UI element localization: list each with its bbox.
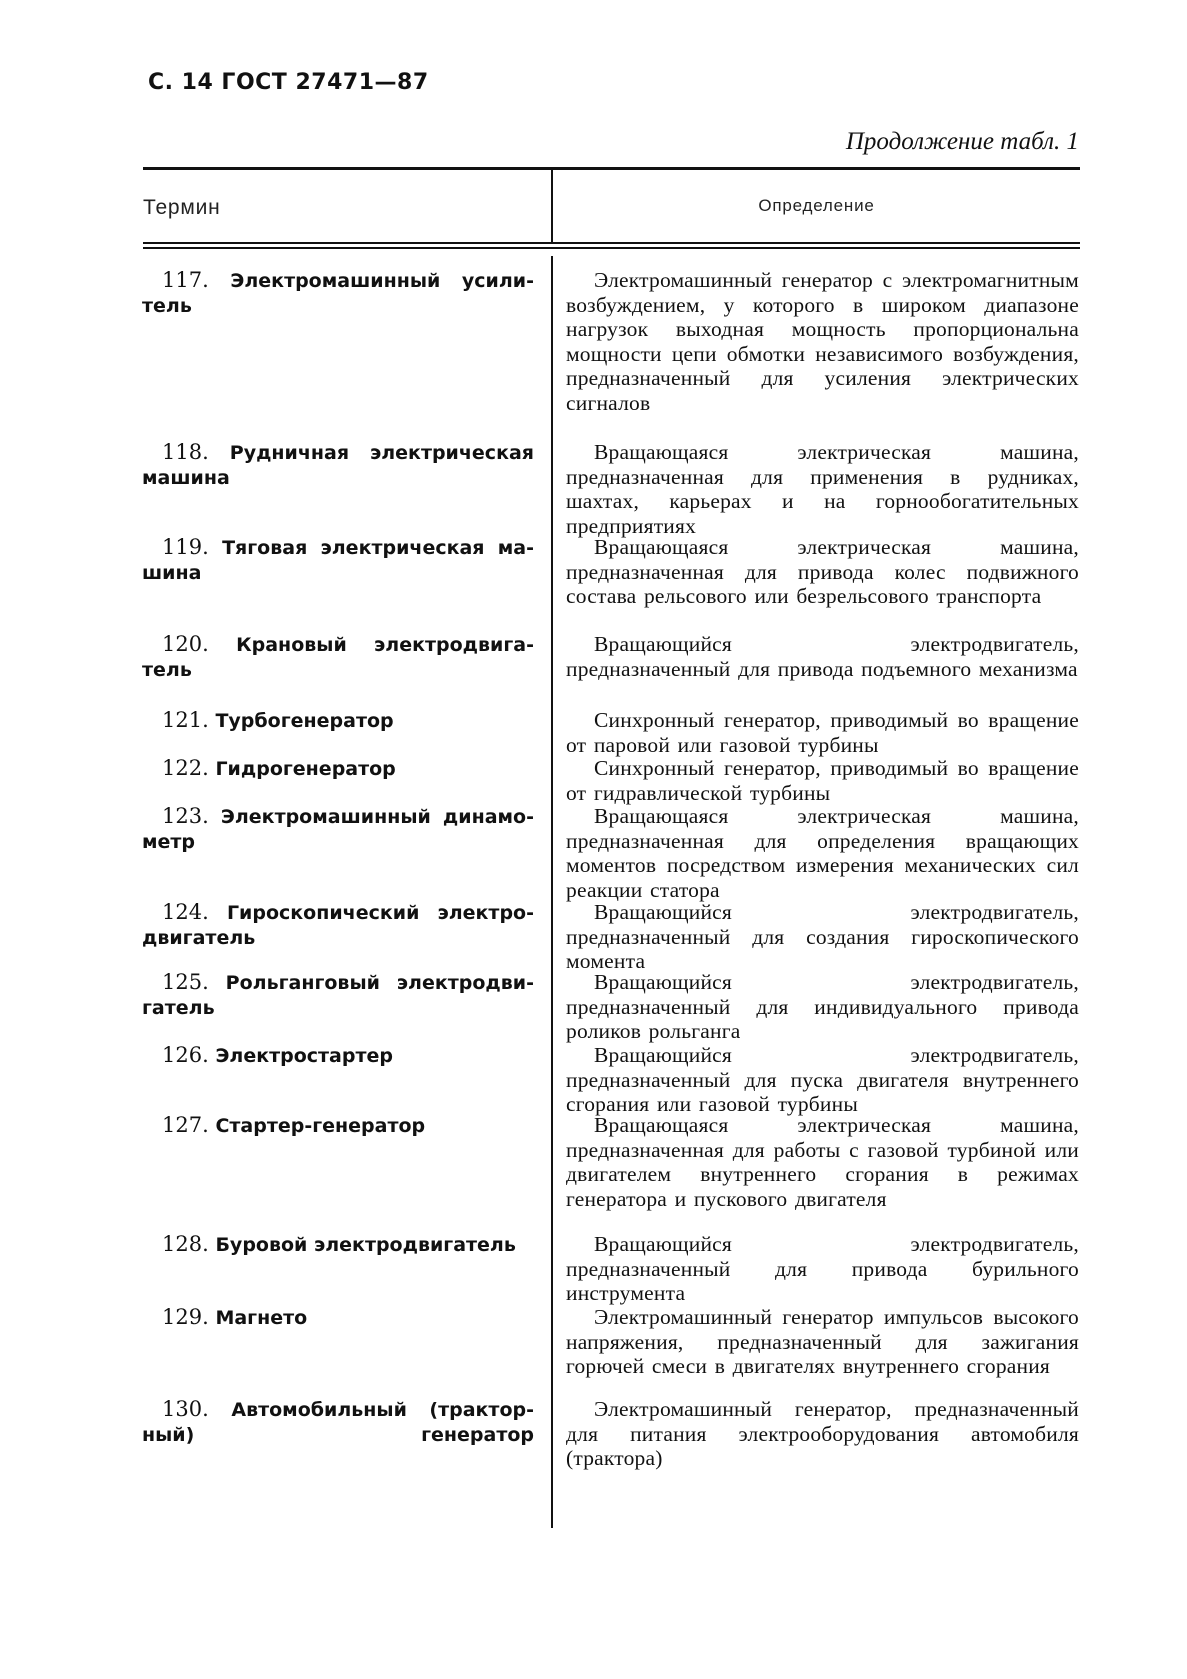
term-cell bbox=[142, 535, 534, 585]
definition-cell: Вращающаяся электрическая машина, предназначенная для определения вращающих моментов посредством измерения механических сил реакции статора bbox=[566, 804, 1079, 902]
term-name: Электромашинный динамо- метр bbox=[142, 806, 534, 853]
term-name: Автомобильный (трактор- ный) генератор bbox=[142, 1399, 534, 1446]
definition-cell: Вращающаяся электрическая машина, предназначенная для привода колес подвижного состава рельсового или безрельсового транспорта bbox=[566, 535, 1079, 609]
term-cell bbox=[142, 708, 534, 733]
term-number: 125. bbox=[162, 970, 209, 994]
term-cell bbox=[142, 440, 534, 490]
term-cell bbox=[142, 756, 534, 781]
table-top-rule bbox=[143, 167, 1080, 170]
term-number: 127. bbox=[162, 1113, 209, 1137]
definition-cell: Вращающийся электродвигатель, предназначенный для создания гироскопического момента bbox=[566, 900, 1079, 974]
term-number: 124. bbox=[162, 900, 209, 924]
term-number: 118. bbox=[162, 440, 209, 464]
term-name: Электростартер bbox=[215, 1045, 393, 1067]
term-name: Рудничная электрическая машина bbox=[142, 442, 534, 489]
definition-cell: Синхронный генератор, приводимый во вращение от гидравлической турбины bbox=[566, 756, 1079, 805]
term-number: 122. bbox=[162, 756, 209, 780]
definition-cell: Вращающаяся электрическая машина, предназначенная для работы с газовой турбиной или двигателем внутреннего сгорания в режимах генератора и пускового двигателя bbox=[566, 1113, 1079, 1211]
term-name: Крановый электродвига- тель bbox=[142, 634, 534, 681]
term-name: Рольганговый электродви- гатель bbox=[142, 972, 534, 1019]
body-column-divider bbox=[551, 256, 553, 1528]
term-cell bbox=[142, 1232, 534, 1257]
definition-cell: Электромашинный генератор с электромагнитным возбуждением, у которого в широком диапазоне нагрузок выходная мощность пропорциональна мощности цепи обмотки независимого возбуждения, предназначенный для усиления электрических сигналов bbox=[566, 268, 1079, 415]
term-number: 126. bbox=[162, 1043, 209, 1067]
term-cell bbox=[142, 970, 534, 1020]
definition-cell: Вращающаяся электрическая машина, предназначенная для применения в рудниках, шахтах, карьерах и на горнообогатительных предприятиях bbox=[566, 440, 1079, 538]
term-cell bbox=[142, 804, 534, 854]
header-bottom-rule-double bbox=[143, 247, 1080, 249]
term-cell bbox=[142, 268, 534, 318]
column-header-definition: Определение bbox=[758, 196, 875, 215]
term-name: Стартер-генератор bbox=[215, 1115, 426, 1137]
term-cell bbox=[142, 1397, 534, 1447]
term-number: 123. bbox=[162, 804, 209, 828]
definition-cell: Вращающийся электродвигатель, предназначенный для привода бурильного инструмента bbox=[566, 1232, 1079, 1306]
term-cell bbox=[142, 900, 534, 950]
definition-cell: Вращающийся электродвигатель, предназначенный для пуска двигателя внутреннего сгорания или газовой турбины bbox=[566, 1043, 1079, 1117]
term-name: Гироскопический электро- двигатель bbox=[142, 902, 534, 949]
term-number: 120. bbox=[162, 632, 209, 656]
term-cell bbox=[142, 1305, 534, 1330]
term-name: Турбогенератор bbox=[215, 710, 394, 732]
table-caption: Продолжение табл. 1 bbox=[845, 128, 1079, 155]
definition-cell: Электромашинный генератор, предназначенный для питания электрооборудования автомобиля (трактора) bbox=[566, 1397, 1079, 1471]
term-name: Гидрогенератор bbox=[215, 758, 396, 780]
column-header-term: Термин bbox=[143, 196, 221, 219]
page-reference: С. 14 ГОСТ 27471—87 bbox=[148, 70, 429, 95]
term-name: Магнето bbox=[215, 1307, 308, 1329]
term-cell bbox=[142, 632, 534, 682]
term-number: 129. bbox=[162, 1305, 209, 1329]
term-number: 119. bbox=[162, 535, 209, 559]
term-cell bbox=[142, 1043, 534, 1068]
term-number: 130. bbox=[162, 1397, 209, 1421]
term-number: 128. bbox=[162, 1232, 209, 1256]
term-cell bbox=[142, 1113, 534, 1138]
term-name: Буровой электродвигатель bbox=[215, 1234, 516, 1256]
definition-cell: Вращающийся электродвигатель, предназначенный для привода подъемного механизма bbox=[566, 632, 1079, 681]
definition-cell: Синхронный генератор, приводимый во вращение от паровой или газовой турбины bbox=[566, 708, 1079, 757]
term-name: Электромашинный усили- тель bbox=[142, 270, 534, 317]
header-bottom-rule bbox=[143, 242, 1080, 244]
definition-cell: Вращающийся электродвигатель, предназначенный для индивидуального привода роликов рольганга bbox=[566, 970, 1079, 1044]
term-name: Тяговая электрическая ма- шина bbox=[142, 537, 534, 584]
term-number: 117. bbox=[162, 268, 209, 292]
term-number: 121. bbox=[162, 708, 209, 732]
definition-cell: Электромашинный генератор импульсов высокого напряжения, предназначенный для зажигания горючей смеси в двигателях внутреннего сгорания bbox=[566, 1305, 1079, 1379]
